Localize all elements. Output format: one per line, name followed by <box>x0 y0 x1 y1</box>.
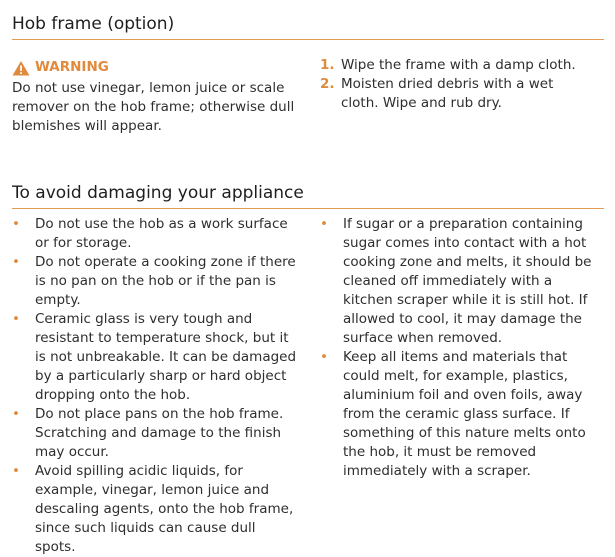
bullet-text: Avoid spilling acidic liquids, for example, vinegar, lemon juice and descaling agents, onto the hob frame, since such liquids can cause dull spots. <box>35 463 294 555</box>
bullet-item <box>12 405 300 462</box>
bullet-icon: • <box>12 463 20 479</box>
steps-list <box>320 56 590 113</box>
warning-text: Do not use vinegar, lemon juice or scale remover on the hob frame; otherwise dull blemishes will appear. <box>12 80 295 134</box>
bullet-item <box>12 215 300 253</box>
bullet-icon: • <box>12 254 20 270</box>
avoid-damage-right-column <box>320 215 604 481</box>
section-title-avoid-damage: To avoid damaging your appliance <box>12 183 304 203</box>
cleaning-steps <box>320 56 590 113</box>
bullet-text: Do not place pans on the hob frame. Scratching and damage to the finish may occur. <box>35 406 284 460</box>
bullet-list-right <box>320 215 604 481</box>
warning-heading <box>12 58 302 77</box>
bullet-text: Keep all items and materials that could melt, for example, plastics, aluminium foil and oven foils, away from the ceramic glass surface. If something of this nature melts onto the hob, it must be removed immediately with a scraper. <box>343 349 586 479</box>
bullet-text: If sugar or a preparation containing sugar comes into contact with a hot cooking zone and melts, it should be cleaned off immediately with a kitchen scraper while it is still hot. If allowed to cool, it may damage the surface when removed. <box>343 216 592 346</box>
bullet-icon: • <box>12 406 20 422</box>
bullet-icon: • <box>320 216 328 232</box>
bullet-text: Do not use the hob as a work surface or for storage. <box>35 216 288 251</box>
step-item <box>320 56 590 75</box>
step-text: Moisten dried debris with a wet cloth. Wipe and rub dry. <box>341 76 554 111</box>
bullet-icon: • <box>320 349 328 365</box>
bullet-item <box>320 348 604 481</box>
bullet-list-left <box>12 215 300 557</box>
section-divider <box>12 208 604 209</box>
bullet-item <box>12 310 300 405</box>
section-title-hob-frame: Hob frame (option) <box>12 14 175 34</box>
step-text: Wipe the frame with a damp cloth. <box>341 57 576 73</box>
step-number: 2. <box>320 76 335 92</box>
warning-label: WARNING <box>35 59 109 75</box>
step-item <box>320 75 590 113</box>
bullet-icon: • <box>12 311 20 327</box>
warning-block <box>12 58 302 136</box>
warning-triangle-icon <box>12 60 30 76</box>
bullet-text: Do not operate a cooking zone if there is no pan on the hob or if the pan is empty. <box>35 254 296 308</box>
bullet-item <box>320 215 604 348</box>
section-divider <box>12 39 604 40</box>
bullet-text: Ceramic glass is very tough and resistant to temperature shock, but it is not unbreakable. It can be damaged by a particularly sharp or hard object dropping onto the hob. <box>35 311 297 403</box>
avoid-damage-left-column <box>12 215 300 557</box>
step-number: 1. <box>320 57 335 73</box>
bullet-icon: • <box>12 216 20 232</box>
bullet-item <box>12 462 300 557</box>
bullet-item <box>12 253 300 310</box>
